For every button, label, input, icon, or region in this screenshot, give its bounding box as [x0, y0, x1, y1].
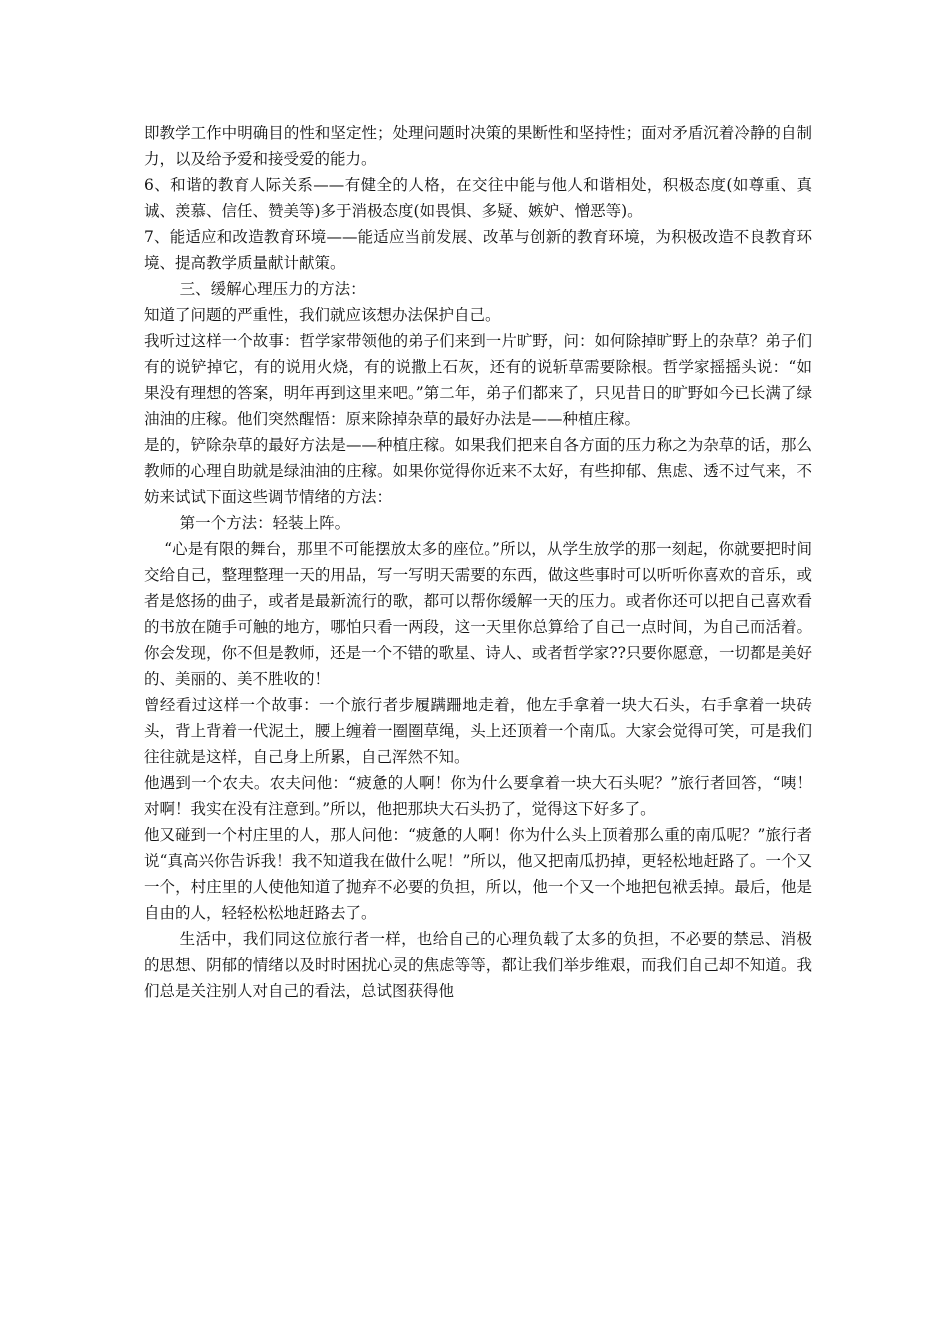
paragraph-farmer-encounter: 他遇到一个农夫。农夫问他：“疲惫的人啊！你为什么要拿着一块大石头呢？”旅行者回答，“咦！对啊！我实在没有注意到。”所以，他把那块大石头扔了，觉得这下好多了。: [144, 774, 812, 818]
paragraph-weeds-and-crops: 是的，铲除杂草的最好方法是——种植庄稼。如果我们把来自各方面的压力称之为杂草的话，那么教师的心理自助就是绿油油的庄稼。如果你觉得你近来不太好，有些抑郁、焦虑、透不过气来，不妨来试试下面这些调节情绪的方法：: [144, 436, 812, 506]
document-page: [144, 120, 812, 1004]
paragraph-item-6-relationships: 6、和谐的教育人际关系——有健全的人格，在交往中能与他人和谐相处，积极态度(如尊重、真诚、羡慕、信任、赞美等)多于消极态度(如畏惧、多疑、嫉妒、憎恶等)。: [144, 176, 812, 220]
paragraph-traveler-story: 曾经看过这样一个故事：一个旅行者步履蹒跚地走着，他左手拿着一块大石头，右手拿着一块砖头，背上背着一代泥土，腰上缠着一圈圈草绳，头上还顶着一个南瓜。大家会觉得可笑，可是我们往往就是这样，自己身上所累，自己浑然不知。: [144, 696, 812, 766]
paragraph-limited-stage: “心是有限的舞台，那里不可能摆放太多的座位。”所以，从学生放学的那一刻起，你就要把时间交给自己，整理整理一天的用品，写一写明天需要的东西，做这些事时可以听听你喜欢的音乐，或者是悠扬的曲子，或者是最新流行的歌，都可以帮你缓解一天的压力。或者你还可以把自己喜欢看的书放在随手可触的地方，哪怕只看一两段，这一天里你总算给了自己一点时间，为自己而活着。你会发现，你不但是教师，还是一个不错的歌星、诗人、或者哲学家??只要你愿意，一切都是美好的、美丽的、美不胜收的！: [144, 540, 812, 688]
paragraph-item-7-environment: 7、能适应和改造教育环境——能适应当前发展、改革与创新的教育环境，为积极改造不良教育环境、提高教学质量献计献策。: [144, 228, 812, 272]
paragraph-philosopher-story: 我听过这样一个故事：哲学家带领他的弟子们来到一片旷野，问：如何除掉旷野上的杂草？弟子们有的说铲掉它，有的说用火烧，有的说撒上石灰，还有的说斩草需要除根。哲学家摇摇头说：“如果没有理想的答案，明年再到这里来吧。”第二年，弟子们都来了，只见昔日的旷野如今已长满了绿油油的庄稼。他们突然醒悟：原来除掉杂草的最好办法是——种植庄稼。: [144, 332, 812, 428]
paragraph-life-burdens: 生活中，我们同这位旅行者一样，也给自己的心理负载了太多的负担，不必要的禁忌、消极的思想、阴郁的情绪以及时时困扰心灵的焦虑等等，都让我们举步维艰，而我们自己却不知道。我们总是关注别人对自己的看法，总试图获得他: [144, 930, 812, 1000]
paragraph-teaching-qualities: 即教学工作中明确目的性和坚定性；处理问题时决策的果断性和坚持性；面对矛盾沉着冷静的自制力，以及给予爱和接受爱的能力。: [144, 124, 812, 168]
method-1-heading: 第一个方法：轻装上阵。: [179, 514, 351, 532]
section-heading-stress-relief: 三、缓解心理压力的方法：: [179, 280, 366, 298]
paragraph-protect-yourself: 知道了问题的严重性，我们就应该想办法保护自己。: [144, 306, 501, 324]
paragraph-villager-encounter: 他又碰到一个村庄里的人，那人问他：“疲惫的人啊！你为什么头上顶着那么重的南瓜呢？”旅行者说“真高兴你告诉我！我不知道我在做什么呢！”所以，他又把南瓜扔掉，更轻松地赶路了。一个又一个，村庄里的人使他知道了抛弃不必要的负担，所以，他一个又一个地把包袱丢掉。最后，他是自由的人，轻轻松松地赶路去了。: [144, 826, 812, 922]
